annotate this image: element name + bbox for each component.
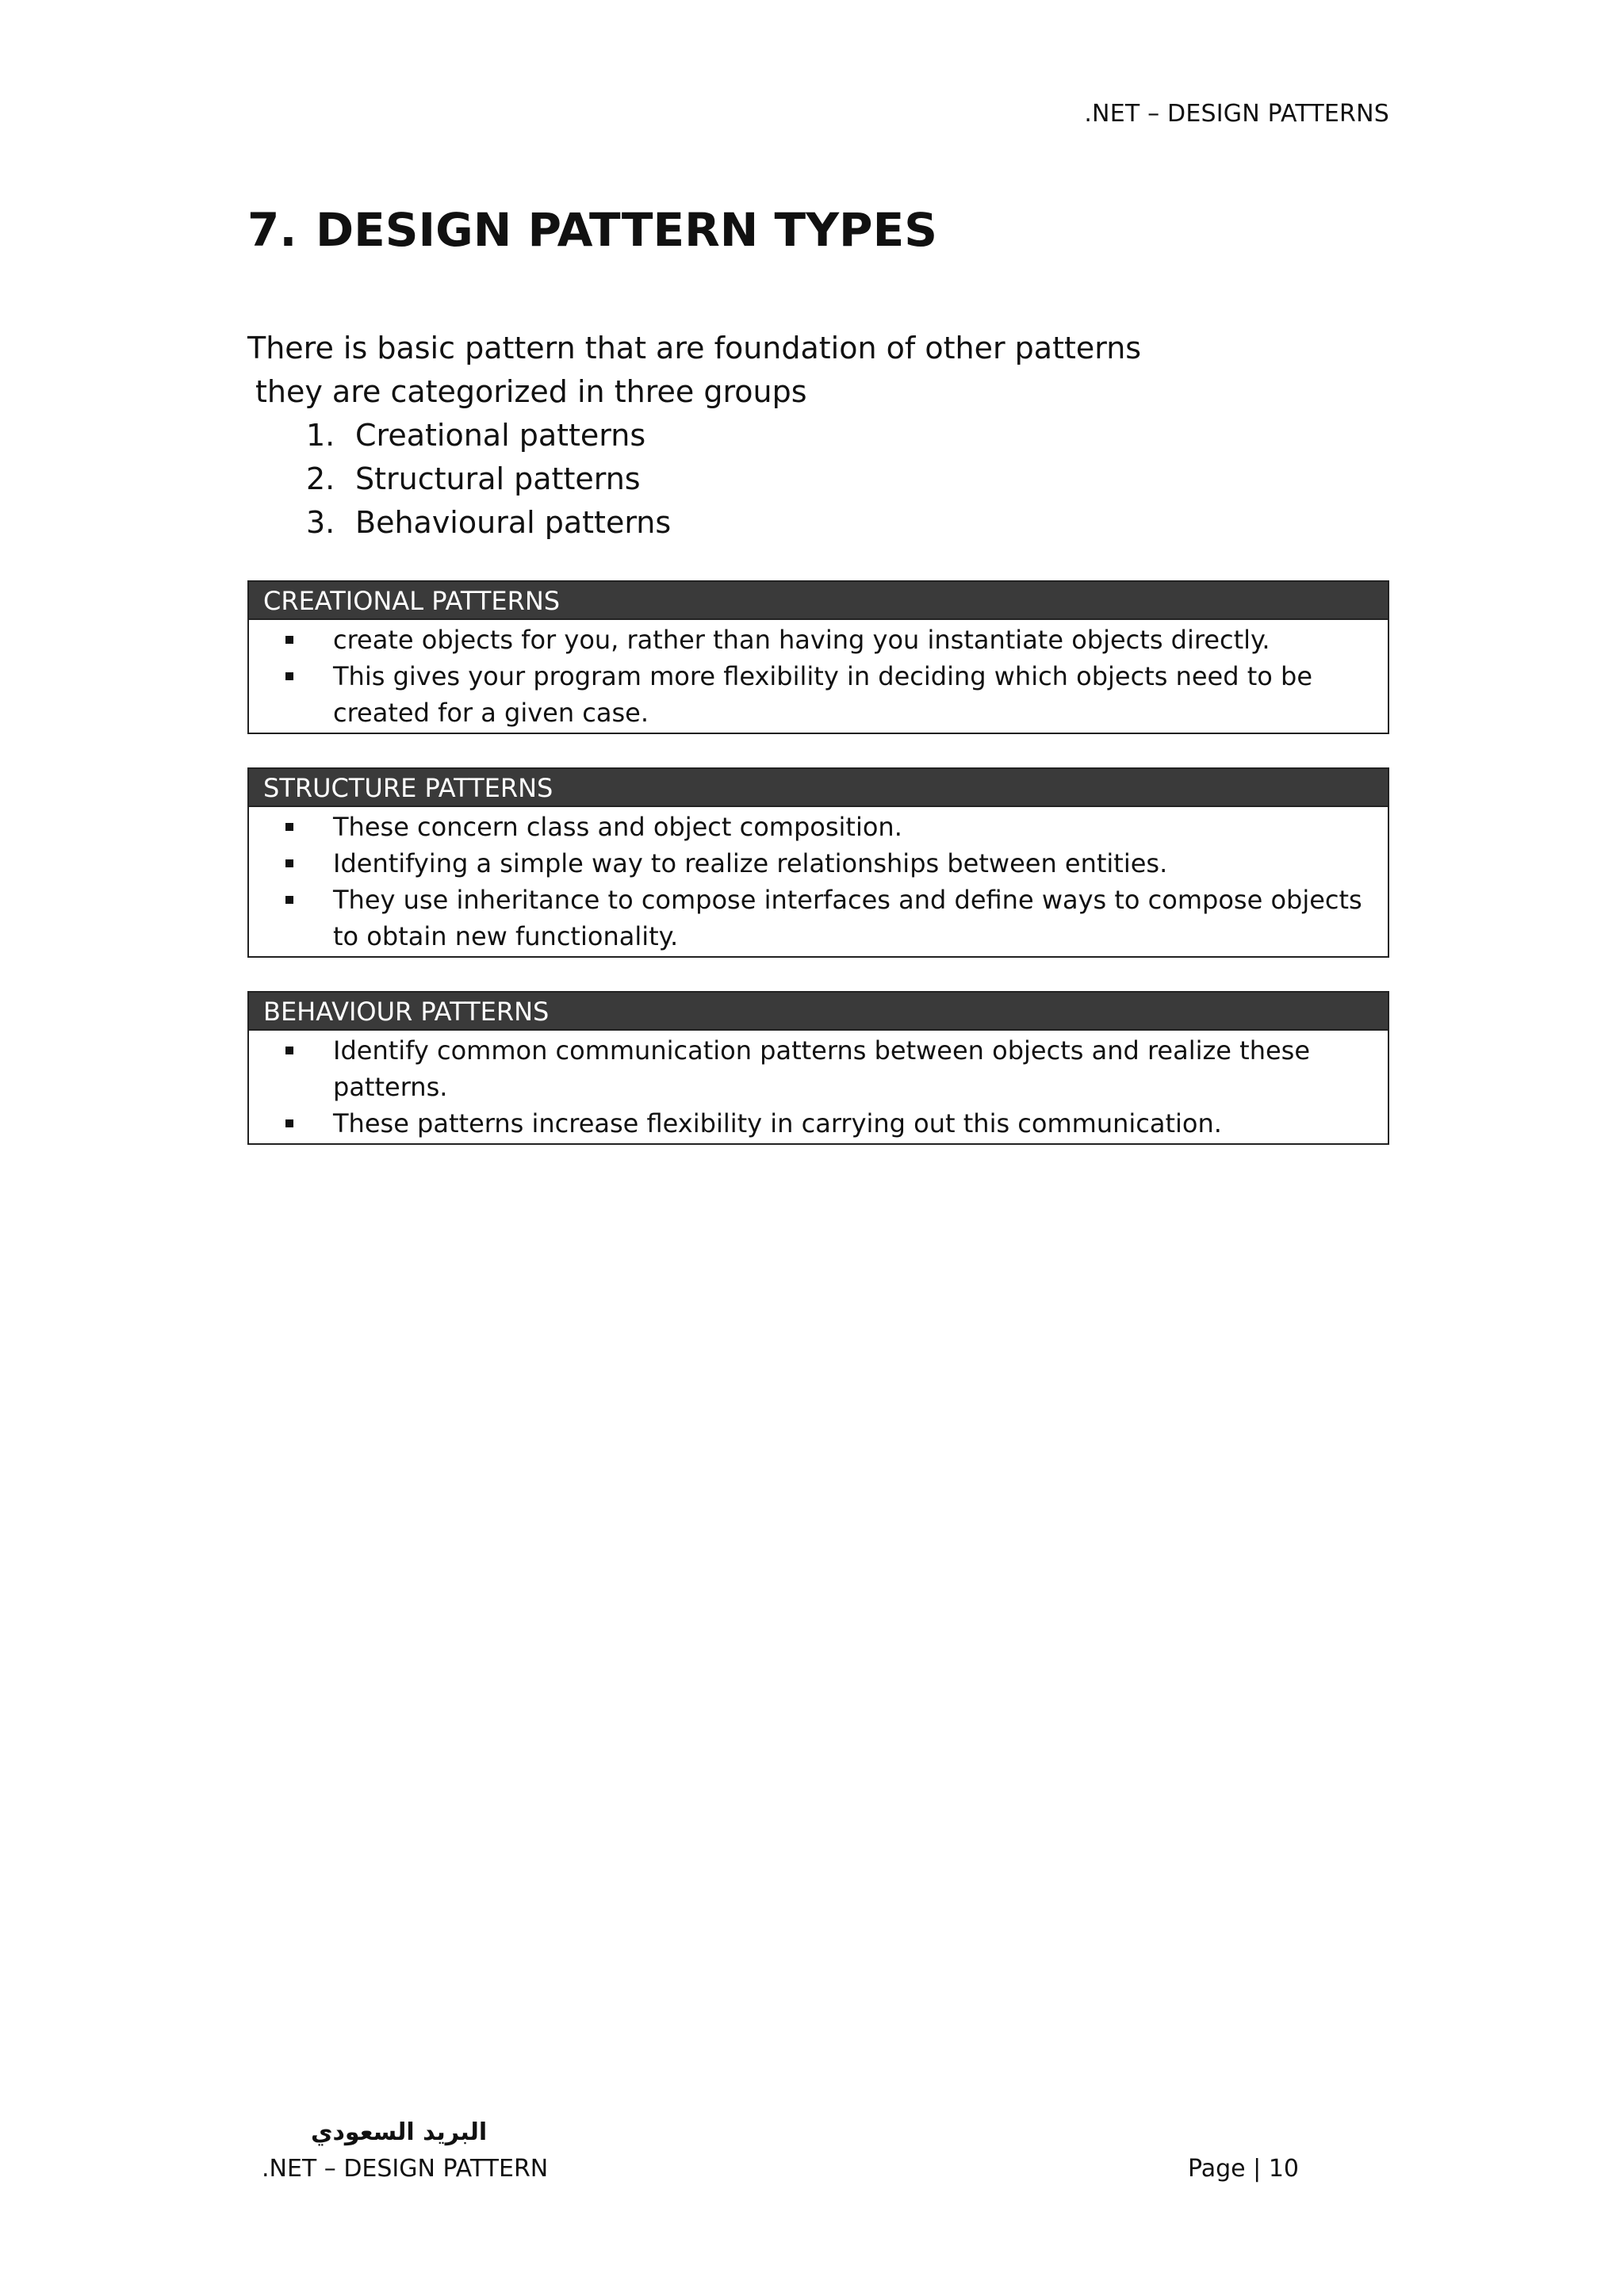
box-header: CREATIONAL PATTERNS <box>249 582 1388 620</box>
bullet-item <box>249 882 1380 955</box>
bullet-list <box>249 620 1388 733</box>
bullet-item <box>249 622 1380 658</box>
list-item <box>306 457 1141 501</box>
intro-section <box>247 327 1141 545</box>
list-item <box>306 414 1141 457</box>
square-bullet-icon <box>249 845 333 882</box>
chapter-number: 7. <box>247 203 297 257</box>
chapter-title-text: DESIGN PATTERN TYPES <box>316 203 937 257</box>
bullet-item <box>249 658 1380 731</box>
footer-author: البريد السعودي <box>311 2118 488 2146</box>
square-bullet-icon <box>249 658 333 731</box>
bullet-text: These concern class and object composition. <box>333 812 902 842</box>
list-item-number: 3. <box>306 505 335 540</box>
bullet-text: Identifying a simple way to realize relationships between entities. <box>333 848 1168 878</box>
bullet-text: This gives your program more flexibility in deciding which objects need to be created for a given case. <box>333 661 1313 728</box>
list-item-label: Creational patterns <box>355 418 646 453</box>
square-bullet-icon <box>249 1105 333 1142</box>
list-item-label: Structural patterns <box>355 461 641 496</box>
bullet-text: These patterns increase flexibility in carrying out this communication. <box>333 1108 1222 1138</box>
intro-line-1: There is basic pattern that are foundation of other patterns <box>247 331 1142 365</box>
behaviour-patterns-box <box>247 991 1389 1145</box>
bullet-item <box>249 845 1380 882</box>
bullet-item <box>249 809 1380 845</box>
intro-line-2: they are categorized in three groups <box>255 374 807 409</box>
bullet-text: Identify common communication patterns between objects and realize these patterns. <box>333 1035 1311 1102</box>
box-header: BEHAVIOUR PATTERNS <box>249 993 1388 1031</box>
box-header: STRUCTURE PATTERNS <box>249 769 1388 807</box>
bullet-text: They use inheritance to compose interfaces and define ways to compose objects to obtain new functionality. <box>333 885 1362 951</box>
square-bullet-icon <box>249 882 333 955</box>
creational-patterns-box <box>247 580 1389 734</box>
bullet-list <box>249 807 1388 956</box>
running-header: .NET – DESIGN PATTERNS <box>1084 100 1389 128</box>
square-bullet-icon <box>249 1032 333 1105</box>
footer-page-number: Page | 10 <box>1188 2155 1299 2183</box>
list-item <box>306 501 1141 545</box>
structure-patterns-box <box>247 767 1389 958</box>
bullet-list <box>249 1031 1388 1143</box>
square-bullet-icon <box>249 809 333 845</box>
chapter-title <box>247 203 937 257</box>
list-item-number: 1. <box>306 418 335 453</box>
list-item-label: Behavioural patterns <box>355 505 672 540</box>
bullet-item <box>249 1105 1380 1142</box>
bullet-text: create objects for you, rather than having you instantiate objects directly. <box>333 625 1270 655</box>
list-item-number: 2. <box>306 461 335 496</box>
pattern-group-list <box>247 414 1141 545</box>
square-bullet-icon <box>249 622 333 658</box>
footer-doc-title: .NET – DESIGN PATTERN <box>262 2155 549 2183</box>
bullet-item <box>249 1032 1380 1105</box>
